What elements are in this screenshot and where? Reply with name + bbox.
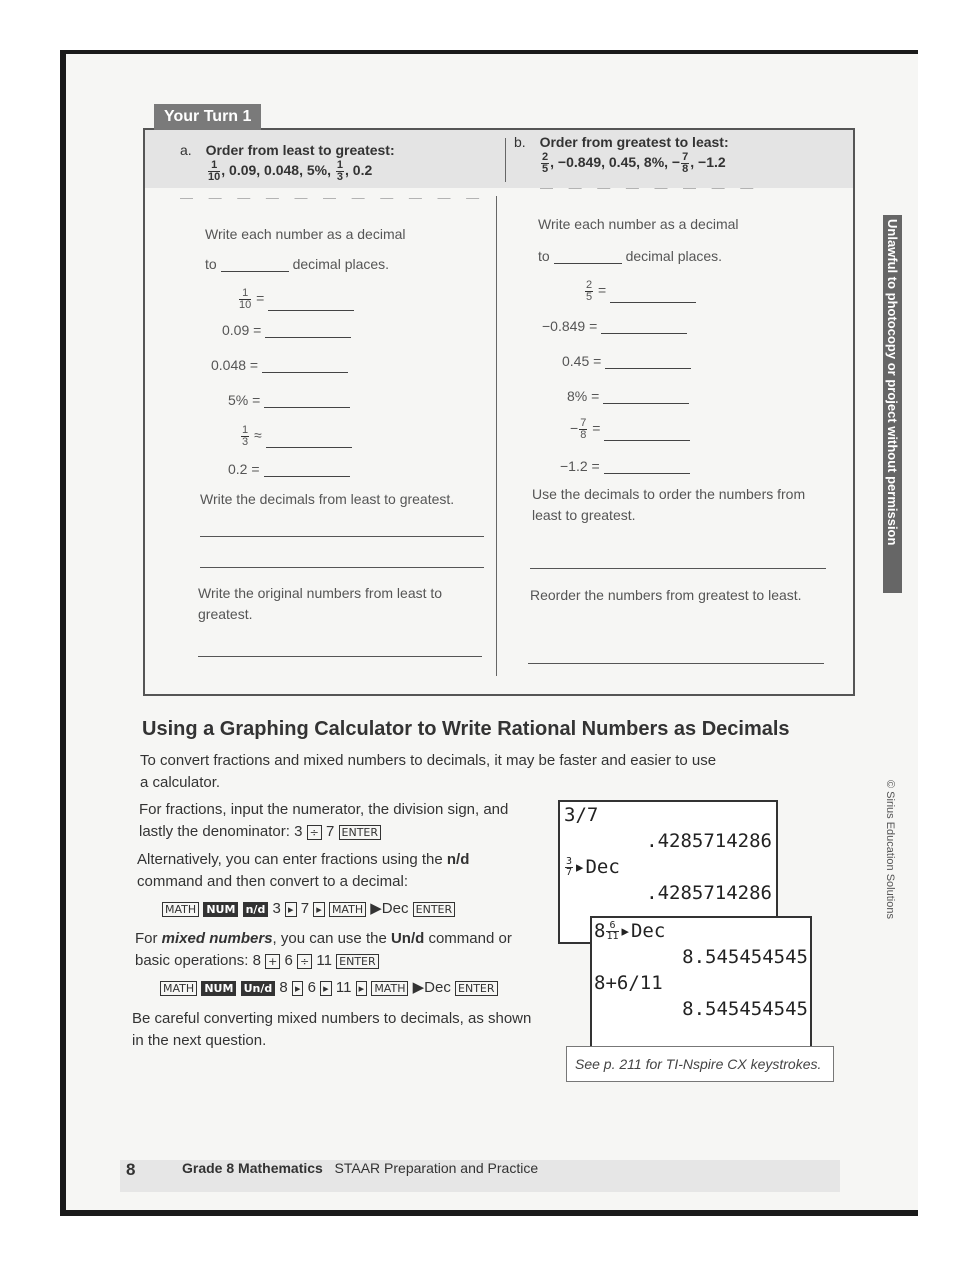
answer-blank[interactable] [604, 426, 690, 441]
header-divider [505, 138, 506, 182]
row-a-5: $\frac{1}{3}$ ≈ [240, 425, 352, 448]
part-b-step2: Use the decimals to order the numbers from least to greatest. [532, 486, 806, 523]
calc1-line4: .4285714286 [646, 882, 772, 904]
plus-key[interactable]: + [265, 954, 280, 969]
answer-blank[interactable] [264, 393, 350, 408]
answer-blank[interactable] [262, 358, 348, 373]
tinspire-caption: See p. 211 for TI-Nspire CX keystrokes. [566, 1046, 834, 1082]
answer-line[interactable] [528, 663, 824, 664]
right-arrow-key[interactable]: ▸ [292, 981, 304, 996]
row-b-4: 8% = [567, 388, 689, 404]
nd-keystrokes: MATH NUM n/d 3 ▸ 7 ▸ MATH ▶Dec ENTER [162, 898, 455, 920]
section-intro: To convert fractions and mixed numbers to decimals, it may be faster and easier to use a calculator. [140, 752, 717, 791]
answer-line[interactable] [200, 536, 484, 537]
nd-paragraph: Alternatively, you can enter fractions using the n/d command and then convert to a decimal: [137, 851, 470, 890]
part-b-prompt: b. Order from greatest to least: [514, 134, 729, 150]
section-title: Using a Graphing Calculator to Write Rational Numbers as Decimals [142, 718, 790, 740]
calc2-line3: 8+6/11 [594, 972, 663, 994]
num-key[interactable]: NUM [201, 981, 236, 996]
math-key[interactable]: MATH [329, 902, 366, 917]
copyright-text: © Sirius Education Solutions [884, 780, 896, 919]
your-turn-tag: Your Turn 1 [154, 104, 261, 130]
row-a-4: 5% = [228, 392, 350, 408]
right-arrow-key[interactable]: ▸ [356, 981, 368, 996]
row-a-6: 0.2 = [228, 461, 350, 477]
part-a-step3: Write the original numbers from least to greatest. [198, 585, 443, 622]
part-a-items: $\frac{1}{10}$ , 0.09, 0.048, 5%, $\frac{1}{3}$ , 0.2 [208, 159, 373, 183]
math-key[interactable]: MATH [371, 981, 408, 996]
divide-key[interactable]: ÷ [297, 954, 312, 969]
row-b-3: 0.45 = [562, 353, 691, 369]
page-number: 8 [126, 1160, 136, 1179]
places-blank[interactable] [554, 249, 622, 264]
part-a-step2: Write the decimals from least to greatest. [200, 491, 455, 507]
part-b-dashes: — — — — — — — — [540, 180, 760, 195]
part-b-decimal-places: to decimal places. [538, 248, 723, 264]
fractions-paragraph: For fractions, input the numerator, the division sign, and lastly the denominator: 3 ÷ 7 ENTER [139, 801, 509, 840]
answer-line[interactable] [200, 567, 484, 568]
mixed-numbers-paragraph: For mixed numbers, you can use the Un/d command or basic operations: 8 + 6 ÷ 11 ENTER [135, 930, 512, 969]
row-b-6: −1.2 = [560, 458, 690, 474]
answer-blank[interactable] [601, 319, 687, 334]
footer-text: Grade 8 Mathematics STAAR Preparation and Practice [182, 1160, 539, 1176]
answer-blank[interactable] [266, 433, 352, 448]
calculator-screen-2 [590, 916, 812, 1050]
row-a-2: 0.09 = [222, 322, 351, 338]
answer-blank[interactable] [610, 288, 696, 303]
part-b-write-each: Write each number as a decimal [538, 216, 739, 232]
calc2-line4: 8.545454545 [682, 998, 808, 1020]
answer-blank[interactable] [605, 354, 691, 369]
side-warning: Unlawful to photocopy or project without permission [883, 215, 902, 593]
answer-blank[interactable] [264, 462, 350, 477]
calc2-line2: 8.545454545 [682, 946, 808, 968]
enter-key[interactable]: ENTER [455, 981, 498, 996]
math-key[interactable]: MATH [162, 902, 199, 917]
part-a-write-each: Write each number as a decimal [205, 226, 406, 242]
enter-key[interactable]: ENTER [336, 954, 379, 969]
part-b-items: $\frac{2}{5}$ , −0.849, 0.45, 8%, − $\frac{7}{8}$ , −1.2 [542, 151, 726, 175]
nd-key[interactable]: n/d [243, 902, 269, 917]
careful-paragraph: Be careful converting mixed numbers to decimals, as shown in the next question. [132, 1010, 532, 1049]
math-key[interactable]: MATH [160, 981, 197, 996]
calc1-line2: .4285714286 [646, 830, 772, 852]
answer-line[interactable] [530, 568, 826, 569]
answer-blank[interactable] [603, 389, 689, 404]
column-divider [496, 196, 497, 676]
calc1-line3: $\frac{3}{7}$ ▸Dec [566, 856, 620, 878]
row-b-1: $\frac{2}{5}$ = [584, 280, 696, 303]
calc1-line1: 3/7 [564, 804, 599, 826]
places-blank[interactable] [221, 257, 289, 272]
enter-key[interactable]: ENTER [413, 902, 456, 917]
part-a-decimal-places: to decimal places. [205, 256, 390, 272]
divide-key[interactable]: ÷ [307, 825, 322, 840]
right-arrow-key[interactable]: ▸ [320, 981, 332, 996]
row-a-3: 0.048 = [211, 357, 348, 373]
und-keystrokes: MATH NUM Un/d 8 ▸ 6 ▸ 11 ▸ MATH ▶Dec ENTER [160, 977, 498, 999]
answer-line[interactable] [198, 656, 482, 657]
part-b-step3: Reorder the numbers from greatest to least. [530, 587, 802, 603]
enter-key[interactable]: ENTER [339, 825, 382, 840]
calc2-line1: 8 $\frac{6}{11}$ ▸Dec [594, 920, 666, 942]
answer-blank[interactable] [265, 323, 351, 338]
right-arrow-key[interactable]: ▸ [313, 902, 325, 917]
part-a-dashes: — — — — — — — — — — — [180, 190, 486, 205]
und-key[interactable]: Un/d [241, 981, 276, 996]
answer-blank[interactable] [268, 296, 354, 311]
row-a-1: $\frac{1}{10}$ = [238, 288, 354, 311]
answer-blank[interactable] [604, 459, 690, 474]
part-a-prompt: a. Order from least to greatest: [180, 142, 395, 158]
num-key[interactable]: NUM [203, 902, 238, 917]
row-b-5: − $\frac{7}{8}$ = [570, 418, 690, 441]
row-b-2: −0.849 = [542, 318, 687, 334]
right-arrow-key[interactable]: ▸ [285, 902, 297, 917]
